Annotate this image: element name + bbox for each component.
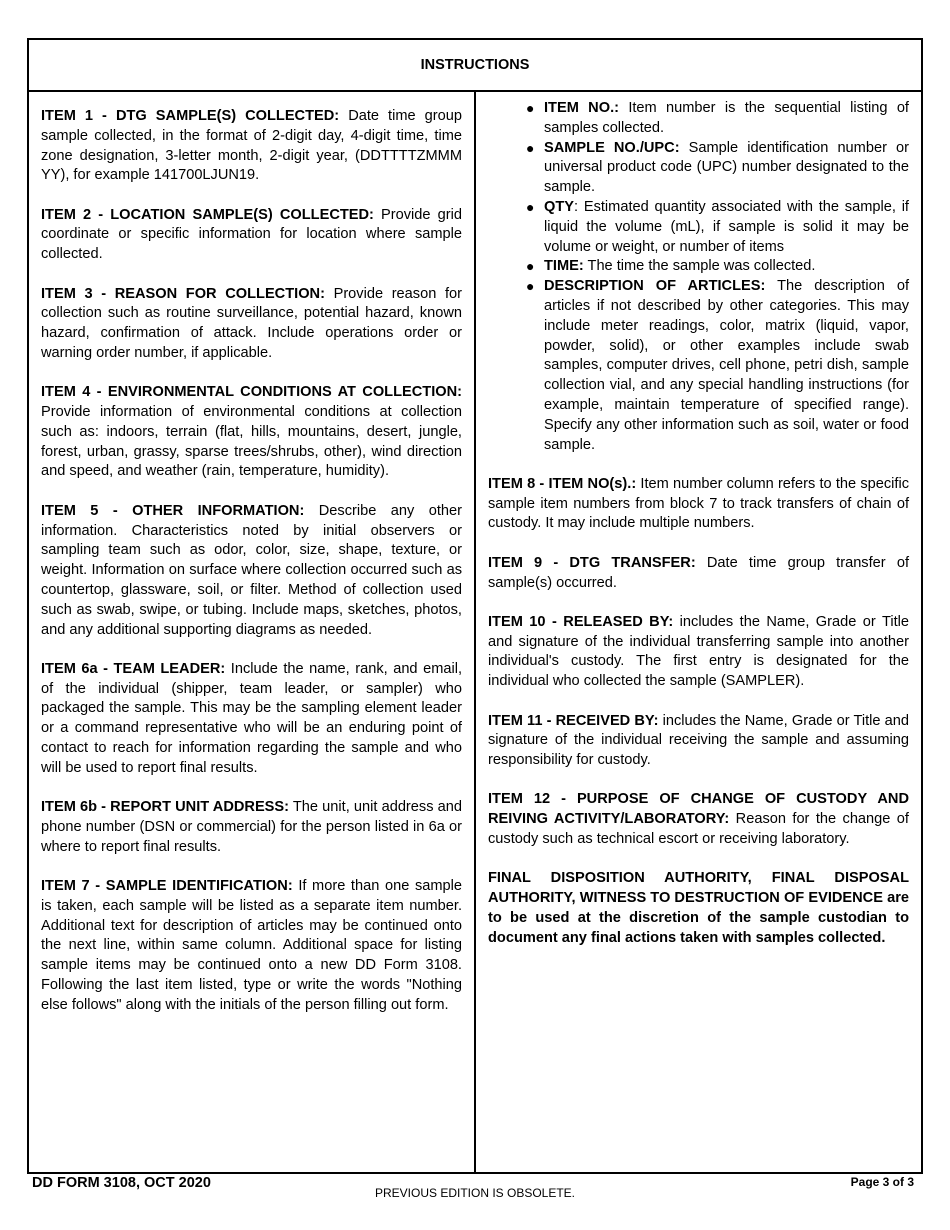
item-label: ITEM 9 - DTG TRANSFER: — [488, 554, 696, 571]
item-label: ITEM 4 - ENVIRONMENTAL CONDITIONS AT COLLECTION: — [41, 384, 462, 401]
bullet-description — [526, 277, 909, 455]
item-4 — [41, 383, 462, 482]
item-text: Provide grid coordinate or specific information for location where sample collected. — [41, 206, 462, 263]
item-11 — [488, 712, 909, 771]
item-text: The unit, unit address and phone number (DSN or commercial) for the person listed in 6a or where to report final results. — [41, 799, 462, 855]
item-8 — [488, 475, 909, 534]
bullet-text: The time the sample was collected. — [583, 258, 816, 275]
bullet-label: ITEM NO.: — [544, 100, 619, 116]
item-6b — [41, 798, 462, 857]
item-text: Provide information of environmental conditions at collection such as: indoors, terrain (flat, hills, mountains, desert, jungle, forest, urban, grassy, sparse trees/shrubs, other), wind direction and speed, and weather (rain, temperature, humidity). — [41, 404, 462, 480]
left-column — [29, 92, 476, 1172]
item-text: Reason for the change of custody such as technical escort or receiving laboratory. — [488, 811, 909, 847]
item-7 — [41, 877, 462, 1016]
bullet-label: QTY — [544, 198, 574, 215]
page-number: Page 3 of 3 — [850, 1175, 914, 1189]
item-label: ITEM 1 - DTG SAMPLE(S) COLLECTED: — [41, 108, 340, 124]
item-9 — [488, 554, 909, 594]
item-text: Item number column refers to the specific sample item numbers from block 7 to track transfers of chain of custody. It may include multiple numbers. — [488, 475, 909, 532]
item-10 — [488, 613, 909, 692]
item-label: ITEM 5 - OTHER INFORMATION: — [41, 502, 305, 519]
item-6a — [41, 660, 462, 779]
item-5 — [41, 502, 462, 641]
bullet-text: Item number is the sequential listing of samples collected. — [544, 100, 909, 136]
item-3 — [41, 285, 462, 364]
bullet-text: : Estimated quantity associated with the sample, if liquid the volume (mL), if sample is solid it may be volume or weight, or number of items — [544, 198, 909, 255]
bullet-label: SAMPLE NO./UPC: — [544, 139, 680, 156]
item-2 — [41, 206, 462, 265]
item-text: Date time group sample collected, in the format of 2-digit day, 4-digit time, time zone designation, 3-letter month, 2-digit year, (DDTTTTZMMM YY), for example 141700LJUN19. — [41, 108, 462, 184]
item-text: Describe any other information. Characteristics noted by initial observers or sampling team such as odor, color, size, shape, texture, or weight. Information on surface where collection occurred such as countertop, glassware, soil, or filter. Method of collection used such as swab, swipe, or tubing. Include maps, sketches, photos, and any additional supporting diagrams as needed. — [41, 502, 462, 638]
bullet-label: TIME: — [544, 258, 584, 275]
item-label: ITEM 10 - RELEASED BY: — [488, 613, 674, 630]
bullet-qty — [526, 198, 909, 257]
form-frame — [27, 38, 923, 1174]
item-text: Date time group transfer of sample(s) occurred. — [488, 554, 909, 591]
bullet-text: The description of articles if not described by other categories. This may include meter readings, color, matrix (liquid, vapor, powder, solid), or other examples include swab samples, computer drives, cell phone, petri dish, sample collection vial, and any special handling instructions (for example, maintain temperature of specified range). Specify any other information such as soil, water or food sample. — [544, 278, 909, 453]
item-text: Provide reason for collection such as routine surveillance, potential hazard, known hazard, confirmation of attack. Include operations order or warning order number, if applicable. — [41, 285, 462, 361]
bullet-sample-no — [526, 139, 909, 198]
item-12 — [488, 790, 909, 849]
item-label: ITEM 8 - ITEM NO(s).: — [488, 475, 637, 492]
item-label: ITEM 7 - SAMPLE IDENTIFICATION: — [41, 878, 293, 894]
instructions-header: INSTRUCTIONS — [29, 40, 921, 92]
item-label: ITEM 11 - RECEIVED BY: — [488, 712, 659, 729]
item-text: includes the Name, Grade or Title and signature of the individual receiving the sample and assuming responsibility for custody. — [488, 712, 909, 769]
form-id: DD FORM 3108, OCT 2020 — [32, 1175, 211, 1191]
bullet-dot-icon: ● — [526, 258, 535, 275]
edition-note: PREVIOUS EDITION IS OBSOLETE. — [374, 1186, 576, 1200]
bullet-label: DESCRIPTION OF ARTICLES: — [544, 278, 766, 295]
bullet-dot-icon: ● — [526, 139, 535, 156]
item-label: ITEM 12 - PURPOSE OF CHANGE OF CUSTODY AND REIVING ACTIVITY/LABORATORY: — [488, 791, 909, 828]
item-text: Include the name, rank, and email, of the individual (shipper, team leader, or sampler) who packaged the sample. This may be the sampling element leader or a command representative who will be an enduring point of contact to reach for information regarding the sample and who will be used to report final results. — [41, 660, 462, 776]
instructions-columns — [29, 92, 921, 1172]
final-disposition-note: FINAL DISPOSITION AUTHORITY, FINAL DISPOSAL AUTHORITY, WITNESS TO DESTRUCTION OF EVIDENCE are to be used at the discretion of the sample custodian to document any final actions taken with samples collected. — [488, 870, 909, 946]
bullet-item-no — [526, 99, 909, 139]
item-label: ITEM 3 - REASON FOR COLLECTION: — [41, 285, 325, 302]
item-label: ITEM 6b - REPORT UNIT ADDRESS: — [41, 799, 290, 816]
item-text: includes the Name, Grade or Title and signature of the individual transferring sample into another individual's custody. The first entry is designated for the individual who collected the sample (SAMPLER). — [488, 613, 909, 690]
right-column — [476, 92, 921, 1172]
item-label: ITEM 6a - TEAM LEADER: — [41, 660, 226, 677]
item-text: If more than one sample is taken, each sample will be listed as a separate item number. Additional text for description of articles may be continued onto the next line, within same column. Additional space for listing sample items may be continued onto a new DD Form 3108. Following the last item listed, type or write the words "Nothing else follows" along with the initials of the person filling out form. — [41, 878, 462, 1013]
item-1 — [41, 107, 462, 186]
bullet-text: Sample identification number or universal product code (UPC) number designated to the sample. — [544, 139, 909, 196]
bullet-dot-icon: ● — [526, 278, 535, 295]
bullet-time — [526, 257, 909, 277]
item-7-bullet-list — [488, 99, 909, 455]
item-label: ITEM 2 - LOCATION SAMPLE(S) COLLECTED: — [41, 206, 374, 223]
bullet-dot-icon: ● — [526, 198, 535, 215]
bullet-dot-icon: ● — [526, 100, 535, 116]
